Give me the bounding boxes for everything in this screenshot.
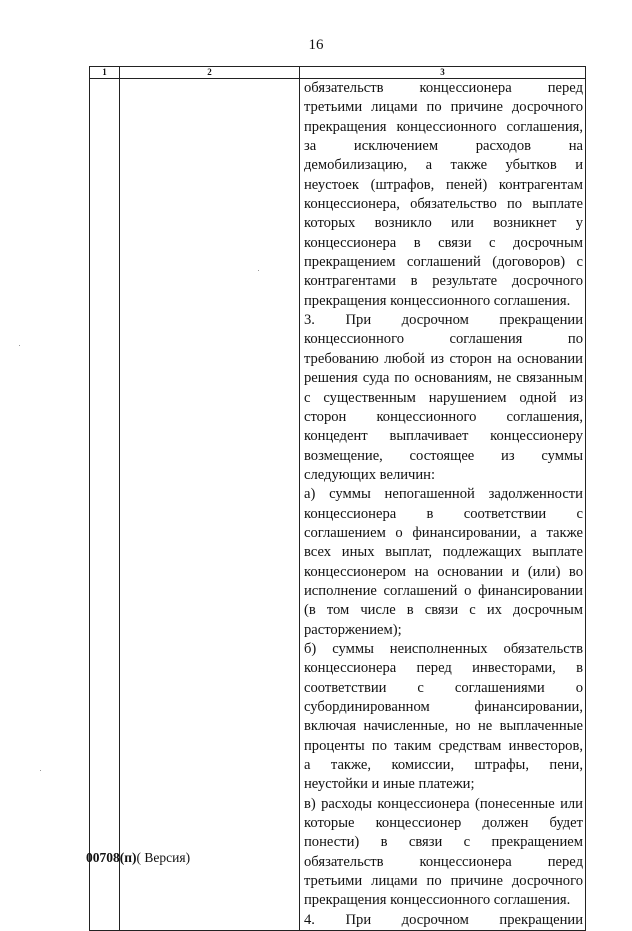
text-line: концессионера, обязательство по выплате bbox=[304, 196, 583, 213]
column-1-cell bbox=[90, 79, 120, 931]
text-line: концедент выплачивает концессионеру bbox=[304, 428, 583, 445]
document-code-number: 00708(п) bbox=[86, 850, 137, 865]
text-line: а также, комиссии, штрафы, пени, bbox=[304, 757, 583, 774]
text-line: соответствии с соглашениями о bbox=[304, 679, 583, 696]
document-code bbox=[86, 850, 190, 866]
text-line: неустойки и иные платежи; bbox=[304, 776, 475, 793]
table-header-row bbox=[90, 67, 586, 79]
text-line: (в том числе в связи с их досрочным bbox=[304, 602, 583, 619]
text-line: прекращения концессионного соглашения. bbox=[304, 292, 571, 309]
scan-speck bbox=[19, 345, 20, 346]
text-line: требованию любой из сторон на основании bbox=[304, 350, 583, 367]
scan-speck bbox=[40, 770, 41, 771]
text-line: третьими лицами по причине досрочного bbox=[304, 873, 583, 890]
scan-speck bbox=[258, 270, 259, 271]
text-line: возмещение, состоящее из суммы bbox=[304, 447, 583, 464]
text-line: которые концессионер должен будет bbox=[304, 815, 583, 832]
text-line: демобилизацию, а также убытков и bbox=[304, 157, 583, 174]
text-line: соглашением о финансировании, а также bbox=[304, 524, 583, 541]
column-header-3: 3 bbox=[300, 67, 586, 79]
text-line: концессионера перед инвесторами, в bbox=[304, 660, 583, 677]
text-line: концессионером на основании и (или) во bbox=[304, 563, 583, 580]
text-line: решения суда по основаниям, не связанным bbox=[304, 370, 583, 387]
text-line: обязательств концессионера перед bbox=[304, 853, 583, 870]
text-line: исполнение соглашений о финансировании bbox=[304, 582, 583, 599]
column-header-2: 2 bbox=[120, 67, 300, 79]
text-line: сторон концессионного соглашения, bbox=[304, 408, 583, 425]
text-line: контрагентами в результате досрочного bbox=[304, 273, 583, 290]
text-line: следующих величин: bbox=[304, 466, 436, 483]
text-line: третьими лицами по причине досрочного bbox=[304, 99, 583, 116]
document-version-label: ( Версия) bbox=[136, 850, 191, 865]
text-line: всех иных выплат, подлежащих выплате bbox=[304, 544, 583, 561]
document-table bbox=[89, 66, 586, 931]
text-line: 3. При досрочном прекращении bbox=[304, 312, 583, 329]
text-line: а) суммы непогашенной задолженности bbox=[304, 486, 583, 503]
text-line: проценты по таким средствам инвесторов, bbox=[304, 737, 583, 754]
text-line: прекращения концессионного соглашения. bbox=[304, 892, 571, 909]
text-line: включая начисленные, но не выплаченные bbox=[304, 718, 583, 735]
text-line: прекращением соглашений (договоров) с bbox=[304, 254, 583, 271]
text-line: концессионного соглашения по bbox=[304, 331, 583, 348]
text-line: в) расходы концессионера (понесенные или bbox=[304, 795, 583, 812]
text-line: прекращения концессионного соглашения, bbox=[304, 118, 583, 135]
table-body-row bbox=[90, 79, 586, 931]
text-line: за исключением расходов на bbox=[304, 138, 583, 155]
text-line: с существенным нарушением одной из bbox=[304, 389, 583, 406]
text-line: расторжением); bbox=[304, 621, 402, 638]
text-line: концессионера в связи с досрочным bbox=[304, 234, 583, 251]
column-2-cell bbox=[120, 79, 300, 931]
text-line: концессионера в соответствии с bbox=[304, 505, 583, 522]
text-line: понести) в связи с прекращением bbox=[304, 834, 583, 851]
text-line: обязательств концессионера перед bbox=[304, 80, 583, 96]
page-number: 16 bbox=[308, 37, 324, 53]
text-line: б) суммы неисполненных обязательств bbox=[304, 640, 583, 657]
column-header-1: 1 bbox=[90, 67, 120, 79]
text-line: неустоек (штрафов, пеней) контрагентам bbox=[304, 176, 583, 193]
text-line: 4. При досрочном прекращении bbox=[304, 911, 583, 928]
text-line: которых возникло или возникнет у bbox=[304, 215, 583, 232]
text-line: субординированном финансировании, bbox=[304, 699, 583, 715]
column-3-text-cell bbox=[300, 79, 586, 931]
